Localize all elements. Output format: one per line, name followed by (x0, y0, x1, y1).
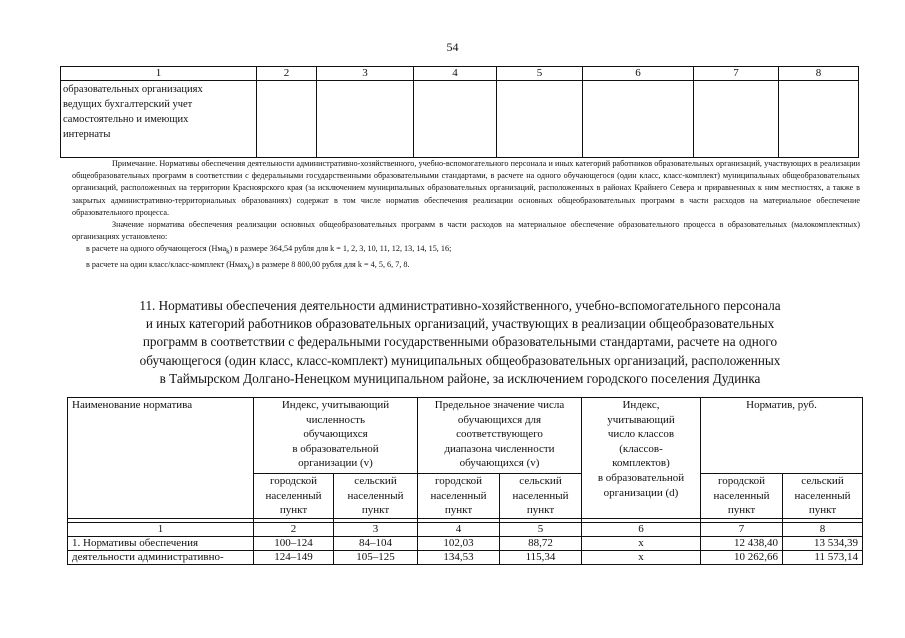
header-line: пункт (526, 504, 555, 517)
column-number: 1 (61, 67, 257, 81)
header-line: в образовательной (292, 442, 379, 455)
note-text: ) в размере 8 800,00 рубля для k = 4, 5, 6, 7, 8. (251, 260, 410, 270)
column-number: 7 (694, 67, 779, 81)
header-line: населенный (430, 489, 487, 502)
heading-line: программ в соответствии с федеральными государственными образовательными стандартами, расчете на одного (142, 334, 778, 350)
header-line: пункт (444, 504, 473, 517)
header-line: обучающихся (303, 428, 368, 441)
header-urban (701, 474, 783, 519)
column-number: 6 (583, 67, 694, 81)
empty-cell (779, 81, 859, 158)
norm-name: деятельности административно- (68, 550, 254, 564)
empty-cell (414, 81, 497, 158)
header-line: населенный (347, 489, 404, 502)
page-number: 54 (446, 40, 459, 54)
header-line: обучающихся для (457, 413, 542, 426)
empty-cell (257, 81, 317, 158)
note-text: в расчете на один класс/класс-комплект (Нмах (86, 260, 248, 270)
header-line: пункт (361, 504, 390, 517)
row-label-line: самостоятельно и имеющих (63, 114, 189, 125)
note-block (72, 158, 860, 275)
column-number: 7 (701, 522, 783, 536)
header-line: сельский (354, 475, 397, 487)
note-text: в расчете на одного обучающегося (Нма (86, 244, 227, 254)
header-line: численность (306, 413, 365, 426)
cell-rural-index: 105–125 (334, 550, 418, 564)
header-line: городской (269, 475, 318, 487)
note-subscript: k (226, 249, 230, 257)
header-norm: Норматив, руб. (701, 398, 863, 474)
header-line: сельский (519, 475, 562, 487)
header-line: организации (v) (298, 457, 373, 470)
header-line: населенный (713, 489, 770, 502)
cell-classes-index: х (582, 550, 701, 564)
header-line: пункт (808, 504, 837, 517)
column-number: 5 (497, 67, 583, 81)
heading-line: в Таймырском Долгано-Ненецком муниципальном районе, за исключением городского поселения Дудинка (159, 370, 761, 386)
note-paragraph: Значение норматива обеспечения реализации основных общеобразовательных программ в части расходов на материальное обеспечение образовательного процесса в образовательных (малокомплектных) организациях установлено: (72, 220, 860, 242)
note-paragraph: Примечание. Нормативы обеспечения деятельности административно-хозяйственного, учебно-вспомогательного персонала и иных категорий работников образовательных организаций, участвующих в реализации общеобразовательных программ в соответствии с федеральными государственными образовательными стандартами, в расчете на одного обучающегося (один класс, класс-комплект) муниципальных общеобразовательных организаций, расположенных на территории Красноярского края (за исключением муниципальных образовательных организаций, расположенных в районах Крайнего Севера и приравненных к ним местностях, а также в закрытых административно-территориальных образованиях) содержат в том числе норматив обеспечения реализации основных общеобразовательных программ в части расходов на материальное обеспечение образовательного процесса. (72, 159, 860, 217)
column-number: 4 (414, 67, 497, 81)
table-header-row (68, 398, 863, 474)
header-line: сельский (801, 475, 844, 487)
cell-rural-index: 84–104 (334, 536, 418, 550)
column-number: 8 (779, 67, 859, 81)
column-number: 2 (254, 522, 334, 536)
header-line: комплектов) (612, 457, 670, 470)
header-line: городской (434, 475, 483, 487)
header-line: населенный (794, 489, 851, 502)
header-urban (418, 474, 500, 519)
cell-rural-limit: 115,34 (500, 550, 582, 564)
header-line: организации (d) (603, 486, 679, 499)
column-number: 6 (582, 522, 701, 536)
row-label-line: интернаты (63, 129, 111, 140)
header-line: Предельное значение числа (434, 399, 565, 411)
column-number-row (68, 522, 863, 536)
row-label (61, 81, 257, 158)
table-header-row (61, 67, 859, 81)
column-number: 2 (257, 67, 317, 81)
empty-cell (583, 81, 694, 158)
column-number: 4 (418, 522, 500, 536)
cell-urban-limit: 102,03 (418, 536, 500, 550)
header-line: диапазона численности (444, 442, 555, 455)
header-rural (783, 474, 863, 519)
header-name: Наименование норматива (68, 398, 254, 519)
cell-classes-index: х (582, 536, 701, 550)
cell-urban-norm: 12 438,40 (701, 536, 783, 550)
table-row (61, 81, 859, 158)
table-row (68, 536, 863, 550)
header-urban (254, 474, 334, 519)
header-line: населенный (512, 489, 569, 502)
header-line: в образовательной (597, 471, 685, 484)
note-item (72, 243, 860, 259)
header-line: соответствующего (456, 428, 543, 441)
norms-table (67, 397, 863, 565)
header-line: учитывающий (607, 413, 675, 426)
row-label-line: образовательных организациях (63, 84, 203, 95)
header-line: населенный (265, 489, 322, 502)
empty-cell (497, 81, 583, 158)
cell-rural-limit: 88,72 (500, 536, 582, 550)
heading-line: обучающегося (один класс, класс-комплект) муниципальных общеобразовательных организаций, расположенных (139, 352, 781, 368)
table-row (68, 550, 863, 564)
header-rural (334, 474, 418, 519)
header-line: обучающихся (v) (459, 457, 540, 470)
header-index-students (254, 398, 418, 474)
empty-cell (317, 81, 414, 158)
header-line: число классов (607, 428, 675, 441)
header-rural (500, 474, 582, 519)
column-number: 8 (783, 522, 863, 536)
header-line: Индекс, учитывающий (281, 399, 390, 411)
header-line: пункт (279, 504, 308, 517)
section-heading (60, 297, 860, 388)
column-number: 1 (68, 522, 254, 536)
continuation-table (60, 66, 859, 158)
cell-rural-norm: 11 573,14 (783, 550, 863, 564)
row-label-line: ведущих бухгалтерский учет (63, 99, 193, 110)
header-line: Индекс, (622, 399, 660, 411)
heading-line: 11. Нормативы обеспечения деятельности административно-хозяйственного, учебно-вспомогательного персонала (139, 298, 781, 313)
note-text: ) в размере 364,54 рубля для k = 1, 2, 3, 10, 11, 12, 13, 14, 15, 16; (229, 244, 452, 254)
column-number: 3 (317, 67, 414, 81)
note-item (72, 259, 860, 275)
column-number: 5 (500, 522, 582, 536)
header-index-classes (582, 398, 701, 519)
header-line: (классов- (619, 442, 663, 455)
cell-urban-index: 100–124 (254, 536, 334, 550)
header-line: пункт (727, 504, 756, 517)
heading-line: и иных категорий работников образовательных организаций, участвующих в реализации общеобразовательных (145, 316, 775, 332)
cell-rural-norm: 13 534,39 (783, 536, 863, 550)
column-number: 3 (334, 522, 418, 536)
cell-urban-norm: 10 262,66 (701, 550, 783, 564)
header-line: городской (717, 475, 766, 487)
empty-cell (694, 81, 779, 158)
note-subscript: k (247, 264, 252, 272)
cell-urban-limit: 134,53 (418, 550, 500, 564)
header-limit (418, 398, 582, 474)
cell-urban-index: 124–149 (254, 550, 334, 564)
norm-name: 1. Нормативы обеспечения (68, 536, 254, 550)
